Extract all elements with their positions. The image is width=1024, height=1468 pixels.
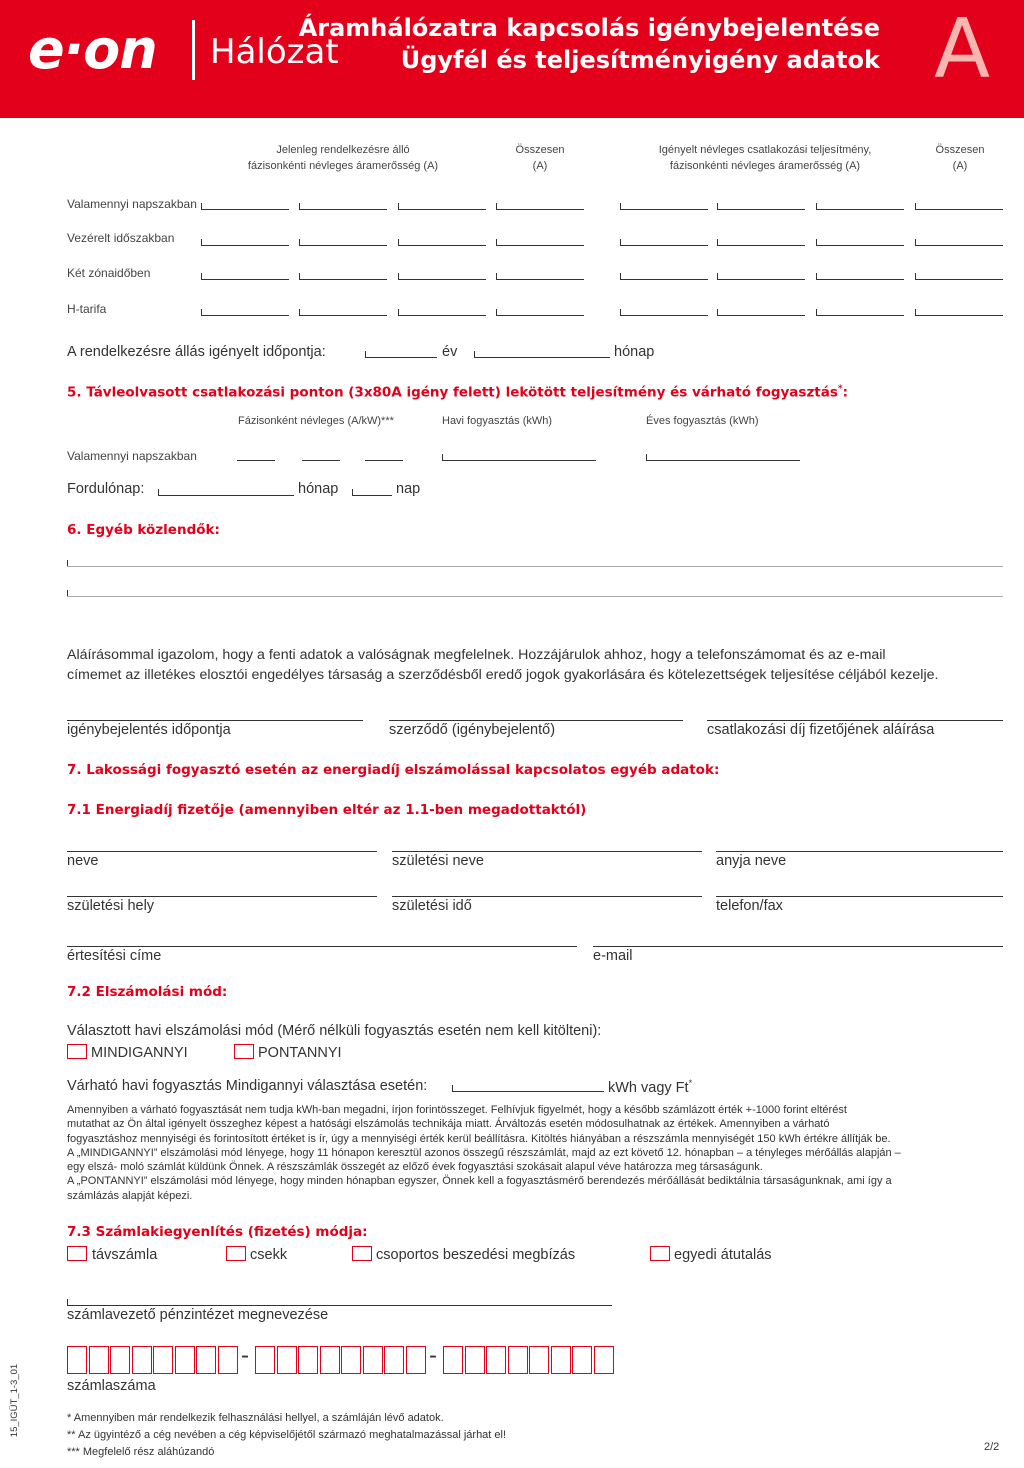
section5-heading [67,384,848,401]
row-label-all-periods: Valamennyi napszakban [67,197,197,211]
account-digit-box[interactable] [218,1346,238,1374]
table-input-field[interactable] [816,279,904,280]
table-input-tick [299,273,300,279]
payer-birthplace-line[interactable] [67,896,377,897]
signature-date-label: igénybejelentés időpontja [67,722,231,738]
expected-unit-mark: * [688,1078,693,1088]
account-digit-box[interactable] [196,1346,216,1374]
account-digit-box[interactable] [341,1346,361,1374]
account-digit-box[interactable] [443,1346,463,1374]
bank-name-line[interactable] [67,1305,612,1306]
payer-birthdate-line[interactable] [392,896,702,897]
account-digit-box[interactable] [529,1346,549,1374]
notes-tick-1 [67,560,68,566]
table-input-tick [717,203,718,209]
form-code: 15_IGÜT_1-3_01 [9,1363,21,1438]
account-digit-box[interactable] [175,1346,195,1374]
table-input-field[interactable] [201,279,289,280]
info-line: fogyasztáshoz mennyiségi és forintosított értéket is ír, úgy a mennyiségi érték kerül beállításra. Kitöltés hiányában a részszámla mennyiségét 150 kWh értékre állítják be. [67,1132,891,1145]
logo-subtitle: Hálózat [210,32,339,72]
payer-address-line[interactable] [67,946,577,947]
account-digit-box[interactable] [255,1346,275,1374]
section7-3-heading: 7.3 Számlakiegyenlítés (fizetés) módja: [67,1224,368,1240]
payer-birthname-line[interactable] [392,851,702,852]
turn-day-tick [352,489,353,495]
table-input-field[interactable] [299,209,387,210]
expected-consumption-field[interactable] [452,1091,604,1092]
account-number-label: számlaszáma [67,1378,156,1394]
table-input-field[interactable] [201,315,289,316]
section5-col-rated: Fázisonként névleges (A/kW)*** [238,415,394,427]
table-input-tick [398,239,399,245]
table-input-tick [915,273,916,279]
table-input-field[interactable] [398,245,486,246]
table-input-field[interactable] [717,245,805,246]
availability-month-label: hónap [614,344,655,360]
availability-month-field[interactable] [474,357,610,358]
availability-year-label: év [442,344,458,360]
table-input-tick [496,203,497,209]
table-input-field[interactable] [915,245,1003,246]
payer-birthdate-label: születési idő [392,898,472,914]
col-current-header: Jelenleg rendelkezésre álló fázisonkénti névleges áramerősség (A) [247,144,439,172]
form-letter: A [934,2,991,97]
col-total-header-2: Összesen (A) [935,144,985,172]
table-input-tick [816,273,817,279]
info-line: számlázás alapját képezi. [67,1189,193,1202]
table-input-field[interactable] [620,315,708,316]
signature-date-line[interactable] [67,720,363,721]
payer-name-line[interactable] [67,851,377,852]
payer-birthplace-label: születési hely [67,898,155,914]
table-input-tick [816,309,817,315]
info-line: A „MINDIGANNYI” elszámolási mód lényege, hogy 11 hónapon keresztül azonos összegű részszámlát, majd az ezt követő 12. hónapban – a tényleges mérőállás alapján – [67,1146,901,1159]
table-input-tick [398,309,399,315]
availability-year-field[interactable] [365,357,437,358]
payer-address-label: értesítési címe [67,948,162,964]
availability-month-tick [474,351,475,357]
yearly-consumption-field[interactable] [646,460,800,461]
table-input-field[interactable] [816,245,904,246]
table-input-field[interactable] [620,245,708,246]
row-label-h-tariff: H-tarifa [67,302,107,316]
table-input-tick [299,309,300,315]
table-input-field[interactable] [915,315,1003,316]
table-input-field[interactable] [816,209,904,210]
form-subtitle: Ügyfél és teljesítményigény adatok [400,46,880,74]
transfer-label: egyedi átutalás [674,1247,772,1263]
eon-logo: e·on [28,18,157,81]
direct-debit-label: csoportos beszedési megbízás [376,1247,576,1263]
table-input-tick [496,239,497,245]
section5-row-label: Valamennyi napszakban [67,449,197,463]
section5-col-monthly: Havi fogyasztás (kWh) [442,415,553,427]
account-separator: - [429,1342,437,1369]
account-digit-box[interactable] [320,1346,340,1374]
remote-bill-label: távszámla [92,1247,158,1263]
expected-unit-text: kWh vagy Ft [608,1079,689,1096]
pontannyi-label: PONTANNYI [258,1045,342,1061]
declaration-line-1: Aláírásommal igazolom, hogy a fenti adatok a valóságnak megfelelnek. Hozzájárulok ahhoz, hogy a telefonszámomat és az e-mail [67,647,886,663]
bank-name-label: számlavezető pénzintézet megnevezése [67,1307,329,1323]
rated-field-3[interactable] [365,460,403,461]
signature-payer-line[interactable] [707,720,1003,721]
section7-2-heading: 7.2 Elszámolási mód: [67,984,228,1000]
footnote-3: *** Megfelelő rész aláhúzandó [67,1446,215,1458]
table-input-tick [915,203,916,209]
form-title: Áramhálózatra kapcsolás igénybejelentése [298,14,880,42]
turn-day-label: nap [396,481,421,497]
table-input-field[interactable] [398,279,486,280]
account-digit-box[interactable] [486,1346,506,1374]
payer-email-line[interactable] [593,946,1003,947]
table-input-tick [299,239,300,245]
payer-mothername-label: anyja neve [716,853,787,869]
account-digit-box[interactable] [67,1346,87,1374]
account-digit-box[interactable] [465,1346,485,1374]
payer-name-label: neve [67,853,99,869]
section5-heading-text: 5. Távleolvasott csatlakozási ponton (3x80A igény felett) lekötött teljesítmény és várható fogyasztás [67,384,838,401]
table-input-field[interactable] [496,315,584,316]
pontannyi-checkbox[interactable] [234,1044,254,1059]
expected-unit [608,1078,692,1096]
info-line: A „PONTANNYI” elszámolási mód lényege, hogy minden hónapban egyszer, Önnek kell a fogyasztásmérő berendezés mérőállását bediktálnia társaságunknak, ami így a [67,1175,892,1188]
cheque-checkbox[interactable] [226,1246,246,1261]
section6-heading: 6. Egyéb közlendők: [67,522,220,538]
account-digit-box[interactable] [277,1346,297,1374]
rated-field-1[interactable] [237,460,275,461]
table-input-field[interactable] [398,209,486,210]
table-input-tick [915,239,916,245]
rated-field-2[interactable] [302,460,340,461]
table-input-tick [816,239,817,245]
availability-year-tick [365,351,366,357]
account-digit-box[interactable] [89,1346,109,1374]
table-input-field[interactable] [816,315,904,316]
table-input-field[interactable] [915,279,1003,280]
table-input-tick [201,309,202,315]
bank-name-tick [67,1299,68,1305]
table-input-tick [299,203,300,209]
section5-heading-colon: : [842,384,849,401]
table-input-field[interactable] [717,315,805,316]
table-input-tick [816,203,817,209]
payer-mothername-line[interactable] [716,851,1003,852]
section5-col-yearly: Éves fogyasztás (kWh) [646,415,759,427]
turn-month-field[interactable] [158,495,294,496]
table-input-tick [201,239,202,245]
table-input-field[interactable] [620,209,708,210]
notes-line-1[interactable] [67,566,1003,567]
table-input-field[interactable] [717,209,805,210]
table-input-tick [398,203,399,209]
section7-heading: 7. Lakossági fogyasztó esetén az energiadíj elszámolással kapcsolatos egyéb adatok: [67,762,720,778]
table-input-tick [496,309,497,315]
account-digit-box[interactable] [594,1346,614,1374]
footnote-2: ** Az ügyintéző a cég nevében a cég képviselőjétől származó meghatalmazással járhat el! [67,1429,507,1441]
payer-email-label: e-mail [593,948,633,964]
table-input-field[interactable] [299,279,387,280]
table-input-tick [620,273,621,279]
remote-bill-checkbox[interactable] [67,1246,87,1261]
turn-month-tick [158,489,159,495]
table-input-field[interactable] [201,209,289,210]
row-label-two-zone: Két zónaidőben [67,266,151,280]
account-digit-box[interactable] [153,1346,173,1374]
table-input-tick [915,309,916,315]
table-input-tick [717,239,718,245]
info-line: mutathat az Ön által igényelt összeghez képest a hatósági elszámolás technikája miatt. Árváltozás esetén módosulhatnak az értékek. Amennyiben a várható [67,1118,830,1131]
table-input-tick [201,203,202,209]
yearly-tick [646,454,647,460]
availability-label: A rendelkezésre állás igényelt időpontja: [67,344,326,360]
account-digit-box[interactable] [508,1346,528,1374]
table-input-field[interactable] [299,245,387,246]
account-digit-box[interactable] [384,1346,404,1374]
table-input-tick [717,273,718,279]
header-banner [0,0,1024,118]
account-digit-box[interactable] [572,1346,592,1374]
account-digit-box[interactable] [363,1346,383,1374]
table-input-tick [620,203,621,209]
signature-contractor-label: szerződő (igénybejelentő) [389,722,556,738]
page-number: 2/2 [984,1441,1000,1453]
billing-mode-label: Választott havi elszámolási mód (Mérő nélküli fogyasztás esetén nem kell kitölteni): [67,1023,602,1039]
account-digit-box[interactable] [298,1346,318,1374]
notes-line-2[interactable] [67,596,1003,597]
table-input-field[interactable] [299,315,387,316]
table-input-field[interactable] [496,279,584,280]
table-input-tick [398,273,399,279]
monthly-consumption-field[interactable] [442,460,596,461]
col-requested-header: Igényelt névleges csatlakozási teljesítmény, fázisonkénti névleges áramerősség (A) [658,144,872,172]
info-line: Amennyiben a várható fogyasztását nem tudja kWh-ban megadni, írjon forintösszeget. Felhívjuk figyelmét, hogy a később számlázott érték +-1000 forint eltérést [67,1104,847,1116]
payer-phone-line[interactable] [716,896,1003,897]
table-input-field[interactable] [915,209,1003,210]
footnote-1: * Amennyiben már rendelkezik felhasználási hellyel, a számláján lévő adatok. [67,1412,444,1424]
signature-contractor-line[interactable] [389,720,683,721]
declaration-line-2: címemet az illetékes elosztói engedélyes társaság a szerződésből eredő jogok gyakorlására és kötelezettségek teljesítése céljából kezelje. [67,667,939,683]
table-input-tick [496,273,497,279]
account-digit-box[interactable] [551,1346,571,1374]
billing-info-text [67,1103,1017,1203]
mindigannyi-label: MINDIGANNYI [91,1045,188,1061]
signature-payer-label: csatlakozási díj fizetőjének aláírása [707,722,935,738]
expected-consumption-tick [452,1085,453,1091]
cheque-label: csekk [250,1247,288,1263]
turn-day-field[interactable] [352,495,392,496]
transfer-checkbox[interactable] [650,1246,670,1261]
payer-birthname-label: születési neve [392,853,484,869]
account-digit-box[interactable] [110,1346,130,1374]
section7-1-heading: 7.1 Energiadíj fizetője (amennyiben eltér az 1.1-ben megadottaktól) [67,802,587,818]
direct-debit-checkbox[interactable] [352,1246,372,1261]
section5-heading-mark: * [837,384,843,394]
account-digit-box[interactable] [406,1346,426,1374]
table-input-field[interactable] [496,245,584,246]
turn-date-label: Fordulónap: [67,481,145,497]
table-input-tick [620,309,621,315]
table-input-field[interactable] [398,315,486,316]
table-input-tick [201,273,202,279]
info-line: egy elszá- moló számlát küldünk Önnek. A részszámlák összegét az előző évek fogyasztási szokásait alapul véve határozza meg társaságunk. [67,1161,763,1174]
account-separator: - [241,1342,249,1369]
col-total-header-1: Összesen (A) [515,144,565,172]
account-digit-box[interactable] [132,1346,152,1374]
mindigannyi-checkbox[interactable] [67,1044,87,1059]
payer-phone-label: telefon/fax [716,898,783,914]
table-input-field[interactable] [201,245,289,246]
table-input-tick [620,239,621,245]
table-input-field[interactable] [620,279,708,280]
table-input-field[interactable] [717,279,805,280]
table-input-tick [717,309,718,315]
notes-tick-2 [67,590,68,596]
row-label-controlled: Vezérelt időszakban [67,231,175,245]
monthly-tick [442,454,443,460]
turn-month-label: hónap [298,481,339,497]
expected-consumption-label: Várható havi fogyasztás Mindigannyi választása esetén: [67,1078,428,1094]
table-input-field[interactable] [496,209,584,210]
logo-divider [192,20,195,80]
